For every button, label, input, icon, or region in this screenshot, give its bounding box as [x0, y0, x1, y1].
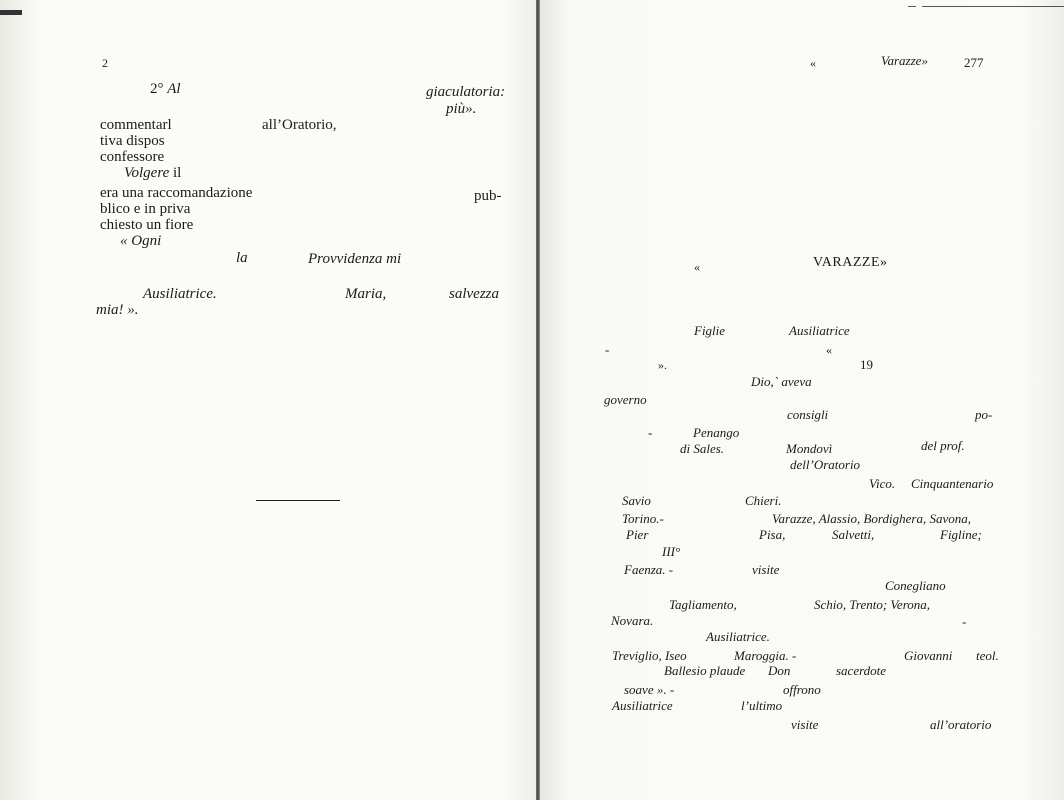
text-line: visite: [752, 562, 780, 577]
top-dash-mark: [908, 6, 916, 7]
running-head-open-quote: «: [810, 56, 816, 70]
text-line: Mondovì: [786, 441, 833, 456]
chapter-title: VARAZZE»: [813, 255, 888, 270]
text-line: Savio: [622, 493, 651, 508]
text-line: Treviglio, Iseo: [612, 648, 687, 663]
text-line: Pisa,: [759, 527, 786, 542]
text-line: Vico.: [869, 476, 896, 491]
text-line: confessore: [100, 149, 165, 165]
text-line: Maria,: [345, 286, 387, 302]
text-line: Schio, Trento; Verona,: [814, 597, 931, 612]
text-line: all’oratorio: [930, 717, 992, 732]
text-line: era una raccomandazione: [100, 185, 253, 201]
text-line: di Sales.: [680, 441, 725, 456]
text-line: Ballesio plaude: [664, 663, 746, 678]
text-line: Penango: [693, 425, 740, 440]
text-line: visite: [791, 717, 819, 732]
section-end-rule: [256, 500, 340, 501]
text-line: ».: [658, 358, 667, 372]
right-page-number: 277: [964, 55, 984, 70]
text-line: mia! ».: [96, 302, 139, 318]
text-line: Ausiliatrice: [612, 698, 673, 713]
text-line: l’ultimo: [741, 698, 783, 713]
text-line: chiesto un fiore: [100, 217, 194, 233]
text-line: Provvidenza mi: [308, 251, 402, 267]
left-page-number: 2: [102, 56, 108, 70]
scan-corner-mark: [0, 10, 22, 15]
text-line: giaculatoria:: [426, 84, 506, 100]
text-line: 19: [860, 357, 873, 372]
text-line: « Ogni: [120, 233, 162, 249]
text-line: Giovanni: [904, 648, 953, 663]
text-line: Cinquantenario: [911, 476, 994, 491]
text-line: Figline;: [940, 527, 982, 542]
text-line: Ausiliatrice.: [143, 286, 217, 302]
text-line: commentarl: [100, 117, 172, 133]
text-line: Figlie: [694, 323, 726, 338]
text-line: Conegliano: [885, 578, 946, 593]
text-line: -: [648, 425, 653, 440]
text-line: Volgere il: [124, 165, 182, 181]
text-line: Varazze, Alassio, Bordighera, Savona,: [772, 511, 971, 526]
text-line: Ausiliatrice: [789, 323, 850, 338]
text-line: III°: [662, 544, 681, 559]
text-line: governo: [604, 392, 647, 407]
text-line: tiva dispos: [100, 133, 165, 149]
text-line: -: [962, 614, 967, 629]
text-line: Faenza. -: [624, 562, 674, 577]
text-line: sacerdote: [836, 663, 887, 678]
text-line: Novara.: [611, 613, 654, 628]
text-line: soave ». -: [624, 682, 675, 697]
text-line: offrono: [783, 682, 821, 697]
text-line: dell’Oratorio: [790, 457, 861, 472]
text-line: all’Oratorio,: [262, 117, 337, 133]
text-line: la: [236, 250, 248, 266]
text-line: blico e in priva: [100, 201, 191, 217]
text-line: po-: [975, 407, 993, 422]
text-line: Tagliamento,: [669, 597, 737, 612]
text-line: Maroggia. -: [734, 648, 797, 663]
text-line: 2° Al: [150, 81, 181, 97]
text-line: Dio,` aveva: [751, 374, 812, 389]
text-line: Don: [768, 663, 791, 678]
text-line: salvezza: [449, 286, 499, 302]
text-line: Chieri.: [745, 493, 782, 508]
running-head: Varazze»: [881, 53, 928, 68]
top-rule-line: [922, 6, 1064, 7]
chapter-title-open-quote: «: [694, 260, 700, 274]
text-line: «: [826, 343, 832, 357]
text-line: più».: [446, 101, 477, 117]
text-line: del prof.: [921, 438, 965, 453]
text-line: Pier: [626, 527, 649, 542]
text-line: Salvetti,: [832, 527, 875, 542]
text-line: consigli: [787, 407, 829, 422]
text-line: teol.: [976, 648, 999, 663]
text-line: Torino.-: [622, 511, 664, 526]
text-line: Ausiliatrice.: [706, 629, 770, 644]
text-line: pub-: [474, 188, 502, 204]
text-line: -: [605, 342, 610, 357]
